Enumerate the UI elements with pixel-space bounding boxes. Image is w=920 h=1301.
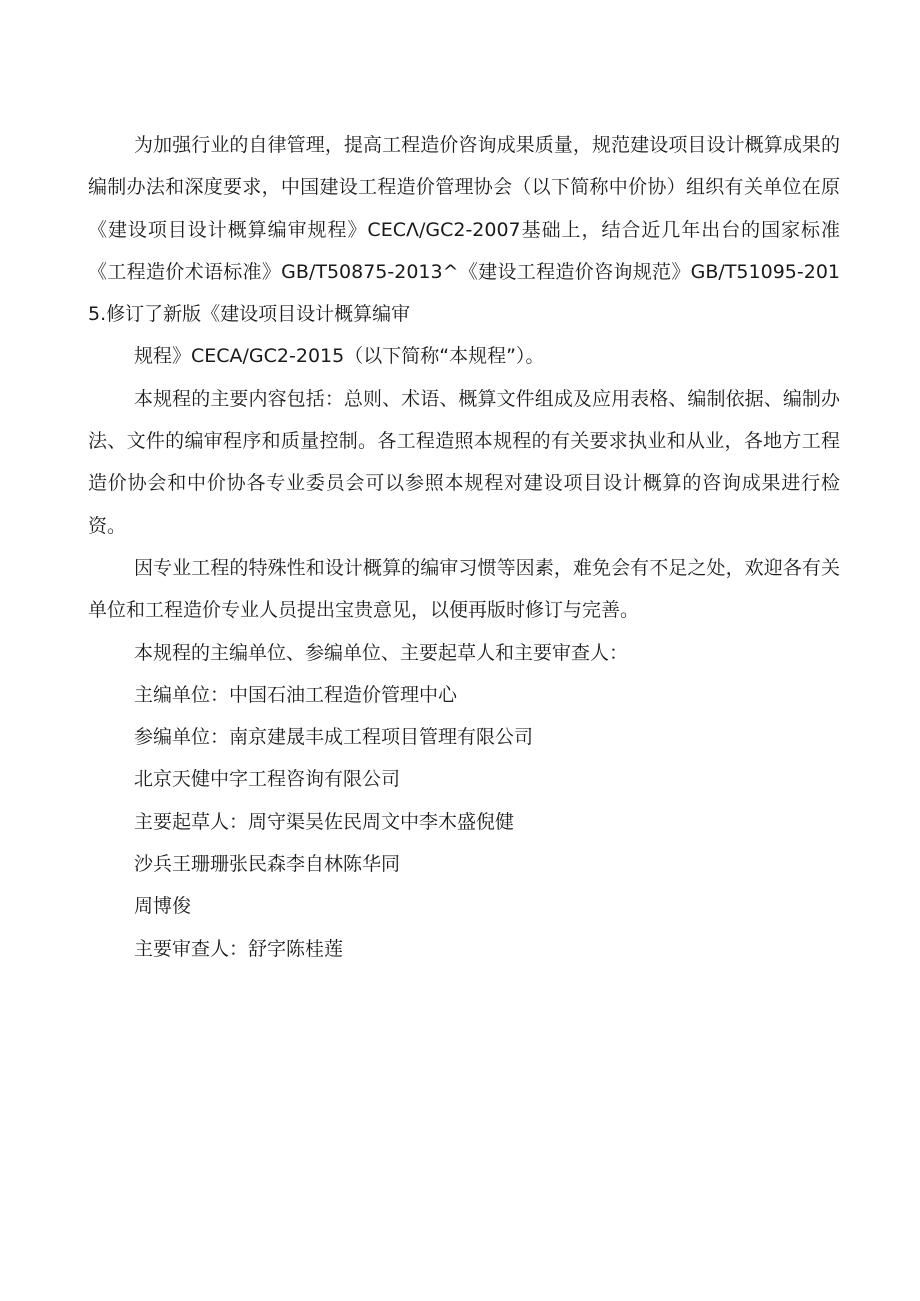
participating-unit-continued: 北京天健中字工程咨询有限公司 bbox=[134, 768, 401, 791]
main-drafters-continued: 沙兵王珊珊张民森李自林陈华同 bbox=[134, 853, 401, 876]
main-reviewers: 主要审查人：舒字陈桂莲 bbox=[134, 937, 344, 960]
main-drafters-continued-2: 周博俊 bbox=[134, 895, 192, 918]
feedback-paragraph: 因专业工程的特殊性和设计概算的编审习惯等因素，难免会有不足之处，欢迎各有关单位和工程造价专业人员提出宝贵意见，以便再版时修订与完善。 bbox=[88, 556, 840, 622]
main-drafters: 主要起草人：周守渠吴佐民周文中李木盛倪健 bbox=[134, 810, 515, 833]
participating-unit: 参编单位：南京建晟丰成工程项目管理有限公司 bbox=[134, 726, 534, 749]
document-body bbox=[88, 124, 840, 970]
preface-paragraph-continuation: 规程》CECA/GC2-2015（以下简称“本规程”）。 bbox=[134, 345, 545, 368]
chief-editor-unit: 主编单位：中国石油工程造价管理中心 bbox=[134, 683, 458, 706]
preface-paragraph: 为加强行业的自律管理，提高工程造价咨询成果质量，规范建设项目设计概算成果的编制办法和深度要求，中国建设工程造价管理协会（以下简称中价协）组织有关单位在原《建设项目设计概算编审规程》CECΛ/GC2-2007基础上，结合近几年出台的国家标准《工程造价术语标准》GB/T50875-2013^《建设工程造价咨询规范》GB/T51095-2015.修订了新版《建设项目设计概算编审 bbox=[88, 134, 840, 326]
contents-paragraph: 本规程的主要内容包括：总则、术语、概算文件组成及应用表格、编制依据、编制办法、文件的编审程序和质量控制。各工程造照本规程的有关要求执业和从业，各地方工程造价协会和中价协各专业委员会可以参照本规程对建设项目设计概算的咨询成果进行检资。 bbox=[88, 387, 840, 537]
contributors-intro: 本规程的主编单位、参编单位、主要起草人和主要审查人： bbox=[134, 641, 629, 664]
